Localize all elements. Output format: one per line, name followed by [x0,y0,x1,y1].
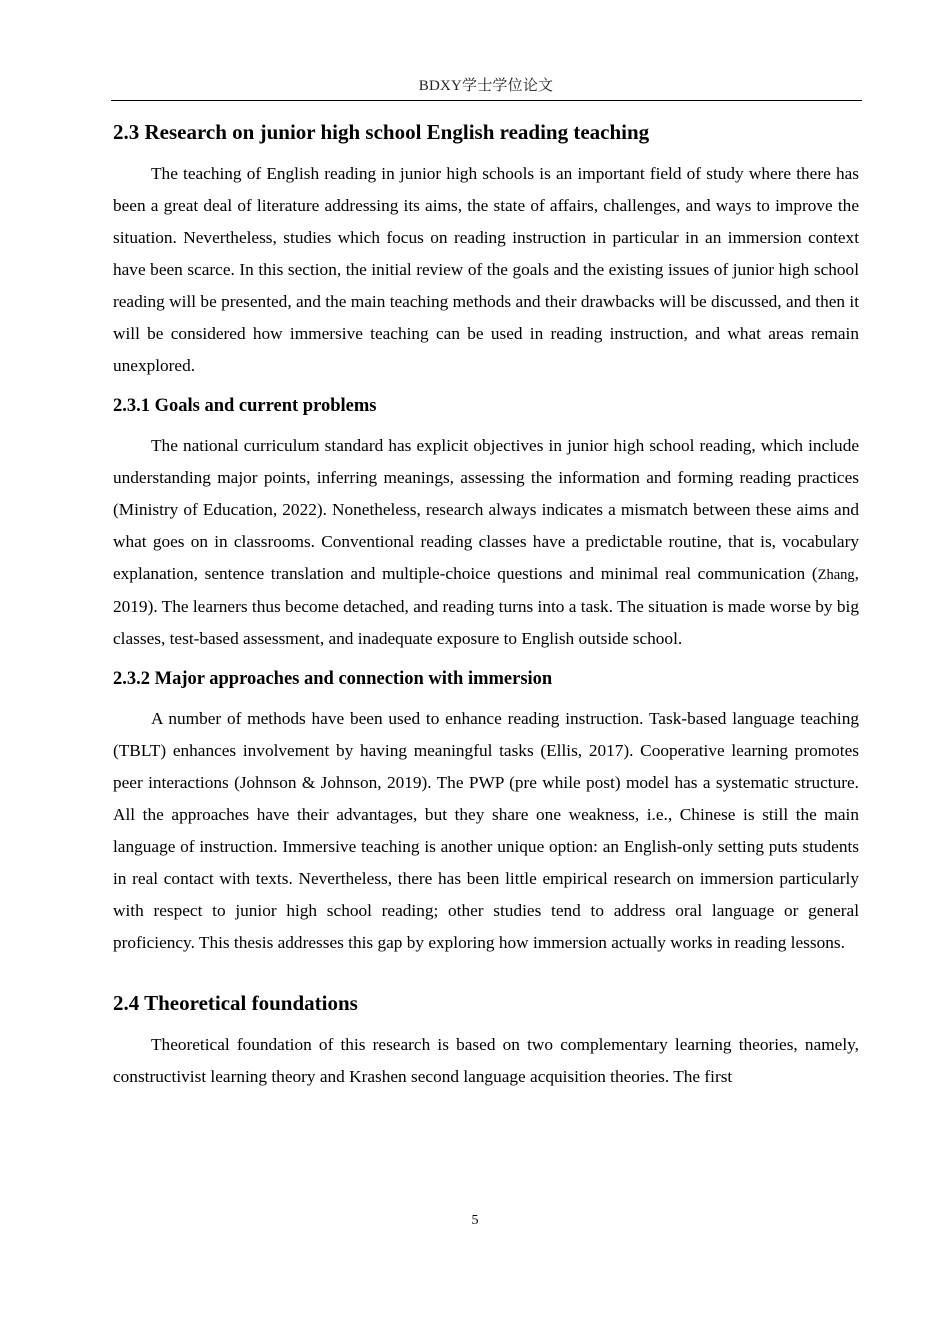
section-heading-2-3-2: 2.3.2 Major approaches and connection with immersion [113,669,553,689]
section-2-4-paragraph: Theoretical foundation of this research is based on two complementary learning theories, namely, constructivist learning theory and Krashen second language acquisition theories. The first [113,1035,859,1086]
section-heading-2-3-1: 2.3.1 Goals and current problems [113,396,377,416]
page-number: 5 [471,1213,479,1228]
paragraph-text: The national curriculum standard has explicit objectives in junior high school reading, which include understanding major points, inferring meanings, assessing the information and forming reading practices (Ministry of Education, 2022). Nonetheless, research always indicates a mismatch between these aims and what goes on in classrooms. Conventional reading classes have a predictable routine, that is, vocabulary explanation, sentence translation and multiple-choice questions and minimal real communication ( [113,436,859,583]
page-content [113,114,859,1093]
section-heading-2-4: 2.4 Theoretical foundations [113,991,358,1015]
section-2-3-1-paragraph [113,430,859,655]
citation-author: Zhang [817,567,855,583]
section-2-3-2-paragraph: A number of methods have been used to enhance reading instruction. Task-based language teaching (TBLT) enhances involvement by having meaningful tasks (Ellis, 2017). Cooperative learning promotes peer interactions (Johnson & Johnson, 2019). The PWP (pre while post) model has a systematic structure. All the approaches have their advantages, but they share one weakness, i.e., Chinese is still the main language of instruction. Immersive teaching is another unique option: an English-only setting puts students in real contact with texts. Nevertheless, there has been little empirical research on immersion particularly with respect to junior high school reading; other studies tend to address oral language or general proficiency. This thesis addresses this gap by exploring how immersion actually works in reading lessons. [113,709,859,952]
header-rule [111,100,862,101]
section-heading-2-3: 2.3 Research on junior high school English reading teaching [113,120,650,144]
section-2-3-paragraph: The teaching of English reading in junior high schools is an important field of study where there has been a great deal of literature addressing its aims, the state of affairs, challenges, and ways to improve the situation. Nevertheless, studies which focus on reading instruction in particular in an immersion context have been scarce. In this section, the initial review of the goals and the existing issues of junior high school reading will be presented, and the main teaching methods and their drawbacks will be discussed, and then it will be considered how immersive teaching can be used in reading instruction, and what areas remain unexplored. [113,164,859,375]
paragraph-text: , 2019). The learners thus become detached, and reading turns into a task. The situation is made worse by big classes, test-based assessment, and inadequate exposure to English outside school. [113,564,859,648]
running-header: BDXY学士学位论文 [418,78,554,94]
